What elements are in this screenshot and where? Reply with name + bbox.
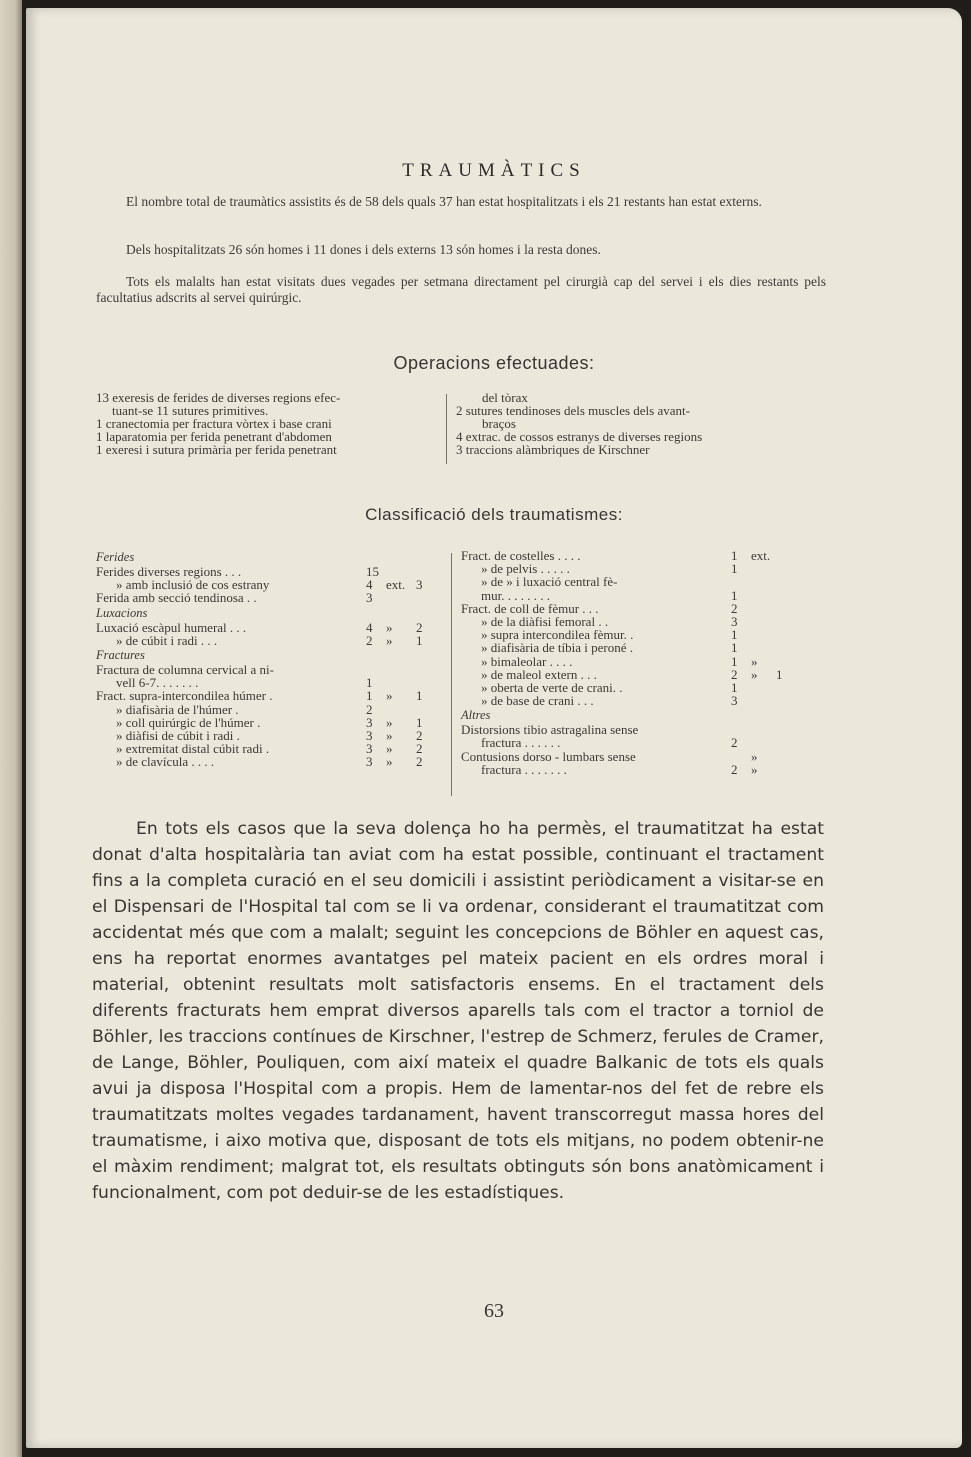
row-label: Fract. de costelles . . . . xyxy=(461,548,581,563)
table-row xyxy=(96,716,441,729)
row-value: 1 xyxy=(731,640,738,656)
row-value: » xyxy=(386,727,393,743)
row-value: 3 xyxy=(366,714,373,730)
row-value: 1 xyxy=(731,548,738,563)
row-label: » de pelvis . . . . . xyxy=(481,561,570,577)
row-value: 4 xyxy=(366,577,373,593)
row-label: » de clavícula . . . . xyxy=(116,754,215,770)
operation-line: 3 traccions alàmbriques de Kirschner xyxy=(456,442,650,457)
row-value: 2 xyxy=(731,761,738,777)
previous-page-edge xyxy=(0,0,22,1457)
row-value: 15 xyxy=(366,564,379,579)
row-label: » bimaleolar . . . . xyxy=(481,653,573,669)
table-row xyxy=(461,736,821,749)
table-row xyxy=(461,602,821,615)
row-value: » xyxy=(751,666,758,682)
row-value: 2 xyxy=(731,735,738,751)
row-label: Distorsions tibio astragalina sense xyxy=(461,722,639,738)
row-value: » xyxy=(386,714,393,730)
row-value: » xyxy=(751,761,758,777)
row-value: 3 xyxy=(366,754,373,770)
operation-line: del tòrax xyxy=(482,390,528,405)
row-value: » xyxy=(386,741,393,757)
operation-line: 1 exeresi i sutura primària per ferida penetrant xyxy=(96,442,337,457)
row-label: » amb inclusió de cos estrany xyxy=(116,577,270,593)
table-row xyxy=(461,589,821,602)
row-value: 2 xyxy=(416,741,423,757)
row-label: Fract. de coll de fèmur . . . xyxy=(461,600,599,616)
row-value: 2 xyxy=(416,619,423,635)
classification-left-column xyxy=(96,549,441,768)
page-title: TRAUMÀTICS xyxy=(402,160,586,181)
row-label: Contusions dorso - lumbars sense xyxy=(461,748,636,764)
row-value: 1 xyxy=(416,714,423,730)
section-label: Luxacions xyxy=(96,605,148,620)
row-label: fractura . . . . . . . xyxy=(481,761,567,777)
intro-paragraph-2: Dels hospitalitzats 26 són homes i 11 dones i dels externs 13 són homes i la resta dones. xyxy=(126,242,601,257)
row-label: » coll quirúrgic de l'húmer . xyxy=(116,714,261,730)
row-value: 1 xyxy=(731,627,738,643)
row-label: Fractura de columna cervical a ni- xyxy=(96,661,274,677)
row-label: » supra intercondilea fèmur. . xyxy=(481,627,634,643)
row-label: » de maleol extern . . . xyxy=(481,666,597,682)
row-value: ext. xyxy=(751,548,771,563)
row-value: » xyxy=(386,688,393,704)
row-value: 3 xyxy=(731,693,738,709)
row-value: » xyxy=(386,632,393,648)
row-value: 1 xyxy=(416,688,423,704)
operation-line: 1 cranectomia per fractura vòrtex i base crani xyxy=(96,416,332,431)
table-row xyxy=(461,763,821,776)
classification-heading: Classificació dels traumatismes: xyxy=(365,505,623,524)
row-value: 2 xyxy=(731,600,738,616)
operation-line: braços xyxy=(482,416,516,431)
row-value: » xyxy=(751,653,758,669)
table-row xyxy=(461,641,821,654)
section-label: Ferides xyxy=(96,550,135,564)
table-row xyxy=(96,703,441,716)
row-value: 3 xyxy=(366,741,373,757)
book-page xyxy=(26,8,962,1448)
section-label: Altres xyxy=(461,708,491,723)
row-value: 3 xyxy=(731,613,738,629)
row-label: » de la diàfisi femoral . . xyxy=(481,613,609,629)
row-label: » de » i luxació central fè- xyxy=(481,574,618,590)
table-row xyxy=(96,755,441,768)
row-value: 1 xyxy=(776,666,783,682)
row-value: 2 xyxy=(416,727,423,743)
row-label: » de base de crani . . . xyxy=(481,693,594,709)
table-row xyxy=(461,694,821,707)
row-label: » de cúbit i radi . . . xyxy=(116,632,218,648)
row-value: 1 xyxy=(731,561,738,577)
row-label: » diàfisi de cúbit i radi . xyxy=(116,727,240,743)
row-value: » xyxy=(751,748,758,764)
row-value: 2 xyxy=(366,632,373,648)
operation-line: 1 laparatomia per ferida penetrant d'abdomen xyxy=(96,429,332,444)
row-value: » xyxy=(386,619,393,635)
row-label: vell 6-7. . . . . . . xyxy=(116,675,199,691)
operations-right-column xyxy=(456,391,796,456)
row-value: 2 xyxy=(366,701,373,717)
row-label: Ferida amb secció tendinosa . . xyxy=(96,590,257,606)
row-value: 1 xyxy=(731,679,738,695)
row-value: 1 xyxy=(416,632,423,648)
classification-right-column xyxy=(461,549,821,776)
table-row xyxy=(96,689,441,702)
table-row xyxy=(96,591,441,604)
column-divider xyxy=(446,394,447,464)
operation-line: 13 exeresis de ferides de diverses regions efec- xyxy=(96,390,341,405)
row-label: Ferides diverses regions . . . xyxy=(96,564,242,579)
operation-line: 2 sutures tendinoses dels muscles dels avant- xyxy=(456,403,690,418)
table-row xyxy=(96,634,441,647)
table-row xyxy=(461,750,821,763)
row-value: 3 xyxy=(416,577,423,593)
row-value: 4 xyxy=(366,619,373,635)
operation-line: tuant-se 11 sutures primitives. xyxy=(112,403,269,418)
page-number: 63 xyxy=(484,1300,504,1322)
operations-left-column xyxy=(96,391,436,456)
row-value: 3 xyxy=(366,590,373,606)
row-value: 1 xyxy=(731,587,738,603)
intro-paragraph-3: Tots els malalts han estat visitats dues vegades per setmana directament pel cirurgià cap del servei i els dies restants pels facultatius adscrits al servei quirúrgic. xyxy=(96,274,826,305)
row-value: 1 xyxy=(366,675,373,691)
operation-line: 4 extrac. de cossos estranys de diverses regions xyxy=(456,429,703,444)
table-row xyxy=(461,575,821,588)
intro-paragraph-1: El nombre total de traumàtics assistits és de 58 dels quals 37 han estat hospitalitzats i els 21 restants han estat externs. xyxy=(126,194,762,209)
row-label: » diafisària de l'húmer . xyxy=(116,701,239,717)
row-value: 1 xyxy=(366,688,373,704)
row-label: Fract. supra-intercondilea húmer . xyxy=(96,688,273,704)
row-value: 1 xyxy=(731,653,738,669)
row-label: » diafisària de tíbia i peroné . xyxy=(481,640,633,656)
row-value: 2 xyxy=(416,754,423,770)
table-row xyxy=(96,621,441,634)
row-value: ext. xyxy=(386,577,406,593)
row-label: » oberta de verte de crani. . xyxy=(481,679,623,695)
row-value: 2 xyxy=(731,666,738,682)
row-value: 3 xyxy=(366,727,373,743)
row-value: » xyxy=(386,754,393,770)
row-label: fractura . . . . . . xyxy=(481,735,561,751)
body-paragraph: En tots els casos que la seva dolença ho ha permès, el traumatitzat ha estat donat d'alta hospitalària tan aviat com ha estat possible, continuant el tractament fins a la completa curació en el seu domicili i assistint periòdicament a visitar-se en el Dispensari de l'Hospital tal com se li va ordenar, considerant el traumatitzat com accidentat més que com a malalt; seguint les concepcions de Böhler en aquest cas, ens ha reportat enormes avantatges pel mateix pacient en els ordres moral i material, obtenint resultats molt satisfactoris ensems. En el tractament dels diferents fracturats hem emprat diversos aparells tals com el tractor a torniol de Böhler, les traccions contínues de Kirschner, l'estrep de Schmerz, ferules de Cramer, de Lange, Böhler, Pouliquen, com així mateix el quadre Balkanic de tots els quals avui ja disposa l'Hospital com a propis. Hem de lamentar-nos del fet de rebre els traumatitzats moltes vegades tardanament, havent transcorregut massa hores del traumatisme, i aixo motiva que, disposant de tots els mitjans, no podem obtenir-ne el màxim rendiment; malgrat tot, els resultats obtinguts són bons anatòmicament i funcionalment, com pot deduir-se de les estadístiques. xyxy=(92,819,824,1203)
row-label: mur. . . . . . . . xyxy=(481,587,550,603)
row-label: » extremitat distal cúbit radi . xyxy=(116,741,270,757)
table-row xyxy=(461,655,821,668)
section-label: Fractures xyxy=(96,647,145,662)
row-label: Luxació escàpul humeral . . . xyxy=(96,619,247,635)
operations-heading: Operacions efectuades: xyxy=(393,353,595,373)
column-divider xyxy=(451,553,452,796)
table-row xyxy=(461,668,821,681)
